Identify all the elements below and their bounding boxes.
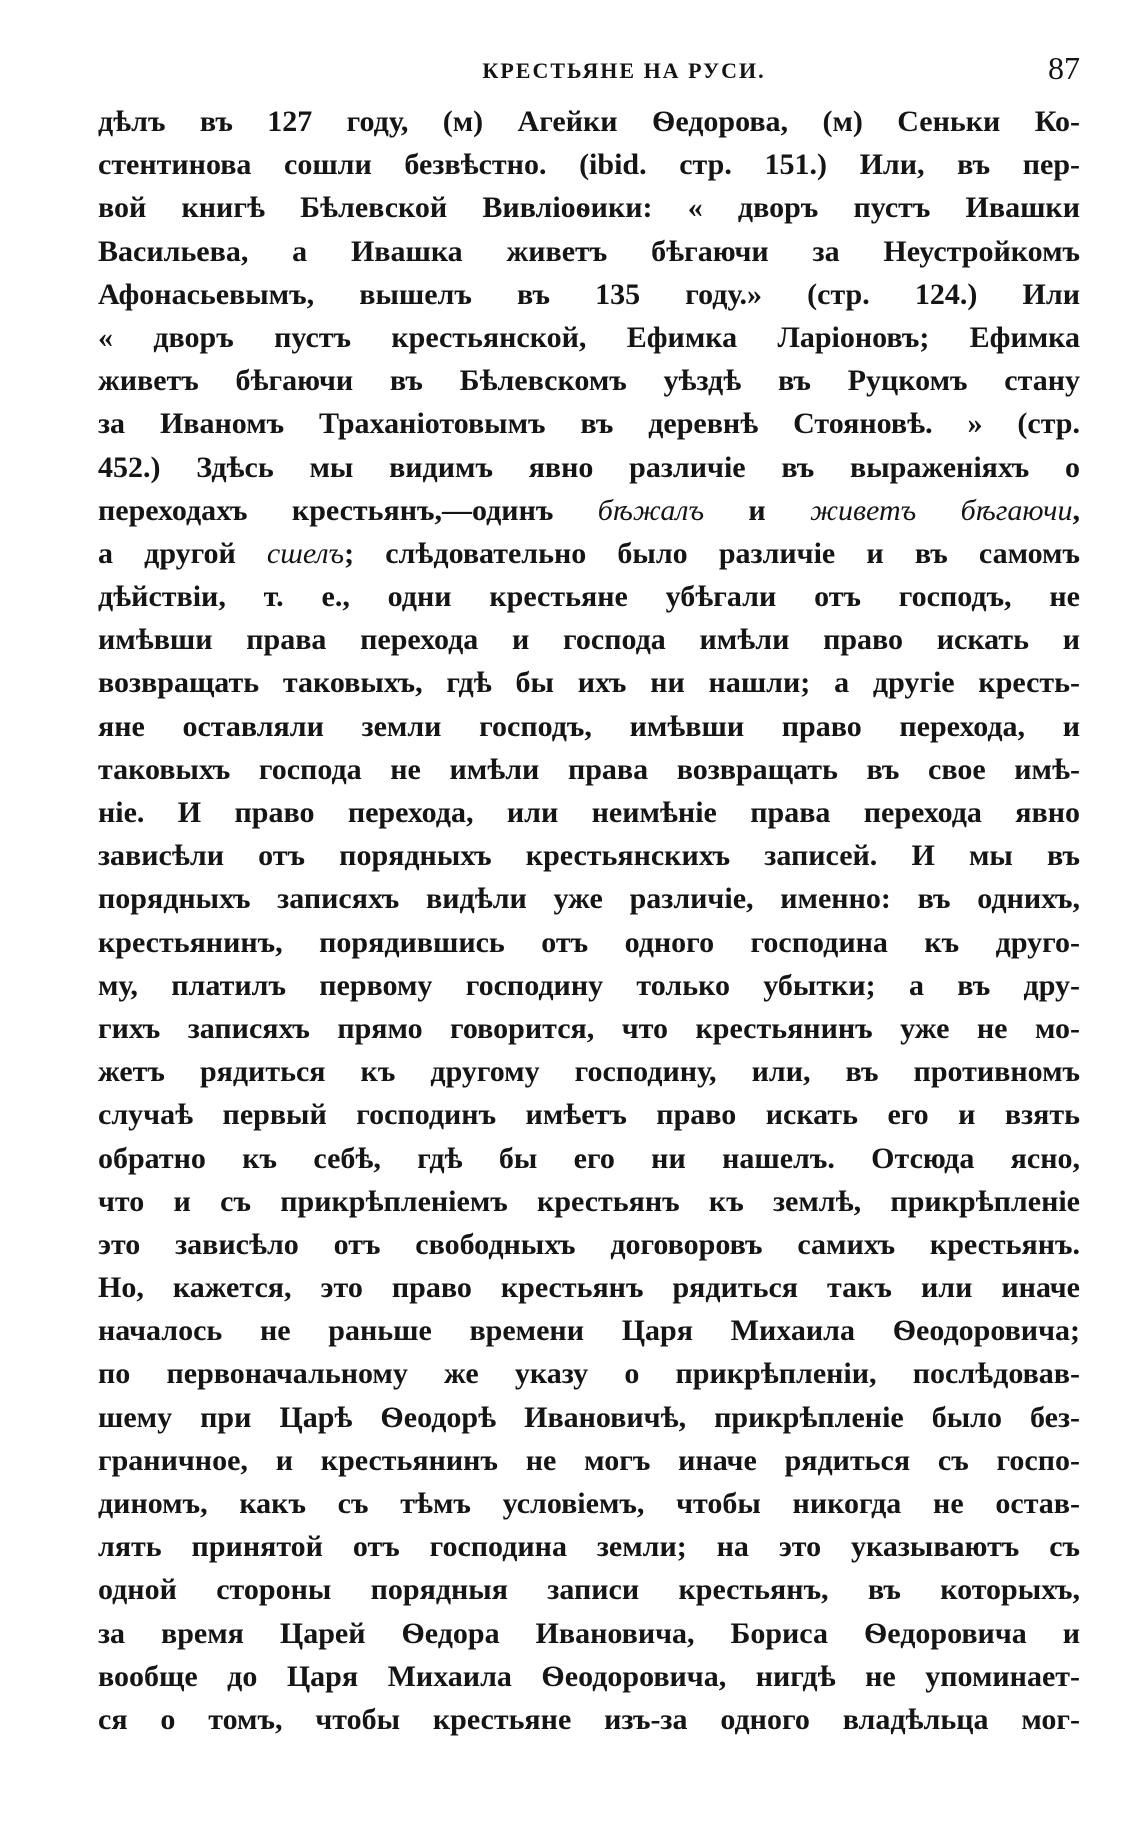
text-line: таковыхъ господа не имѣли права возвращать въ свое имѣ- — [98, 752, 1080, 786]
text-line: вообще до Царя Михаила Ѳеодоровича, нигдѣ не упоминает- — [98, 1659, 1080, 1693]
text-line: лять принятой отъ господина земли; на это указываютъ съ — [98, 1530, 1080, 1564]
text-line: граничное, и крестьянинъ не могъ иначе рядиться съ госпо- — [98, 1443, 1080, 1477]
text-line: крестьянинъ, порядившись отъ одного господина къ друго- — [98, 925, 1080, 959]
text-line: порядныхъ записяхъ видѣли уже различіе, именно: въ однихъ, — [98, 882, 1080, 916]
text-line: переходахъ крестьянъ,—одинъ бѣжалъ и живетъ бѣгаючи, — [98, 493, 1080, 527]
text-line: имѣвши права перехода и господа имѣли право искать и — [98, 623, 1080, 657]
text-line: стентинова сошли безвѣстно. (ibid. стр. 151.) Или, въ пер- — [98, 148, 1080, 182]
text-line: зависѣли отъ порядныхъ крестьянскихъ записей. И мы въ — [98, 839, 1080, 873]
text-line: жетъ рядиться къ другому господину, или, въ противномъ — [98, 1055, 1080, 1089]
text-line: одной стороны порядныя записи крестьянъ, въ которыхъ, — [98, 1573, 1080, 1607]
text-line: обратно къ себѣ, гдѣ бы его ни нашелъ. Отсюда ясно, — [98, 1141, 1080, 1175]
text-line: шему при Царѣ Ѳеодорѣ Ивановичѣ, прикрѣпленіе было без- — [98, 1400, 1080, 1434]
text-line: диномъ, какъ съ тѣмъ условіемъ, чтобы никогда не остав- — [98, 1487, 1080, 1520]
text-line: Васильева, а Ивашка живетъ бѣгаючи за Неустройкомъ — [98, 234, 1080, 268]
text-line: за Иваномъ Траханіотовымъ въ деревнѣ Стояновѣ. » (стр. — [98, 407, 1080, 441]
text-line: му, платилъ первому господину только убытки; а въ дру- — [98, 968, 1080, 1002]
text-line: возвращать таковыхъ, гдѣ бы ихъ ни нашли; а другіе кресть- — [98, 666, 1080, 700]
text-line: дѣлъ въ 127 году, (м) Агейки Ѳедорова, (м) Сеньки Ко- — [98, 105, 1080, 138]
text-line: вой книгѣ Бѣлевской Вивліоѳики: « дворъ пустъ Ивашки — [98, 191, 1080, 225]
text-line: ся о томъ, чтобы крестьяне изъ-за одного владѣльца мог- — [98, 1702, 1080, 1736]
text-line: живетъ бѣгаючи въ Бѣлевскомъ уѣздѣ въ Руцкомъ стану — [98, 364, 1080, 398]
text-line: началось не раньше времени Царя Михаила Ѳеодоровича; — [98, 1314, 1080, 1348]
text-line: 452.) Здѣсь мы видимъ явно различіе въ выраженіяхъ о — [98, 450, 1080, 484]
text-line: за время Царей Ѳедора Ивановича, Бориса Ѳедоровича и — [98, 1616, 1080, 1650]
text-line: дѣйствіи, т. е., одни крестьяне убѣгали отъ господъ, не — [98, 580, 1080, 614]
text-line: что и съ прикрѣпленіемъ крестьянъ къ землѣ, прикрѣпленіе — [98, 1184, 1080, 1218]
emphasis: бѣжалъ — [597, 493, 705, 527]
text-line: ніе. И право перехода, или неимѣніе права перехода явно — [98, 796, 1080, 829]
page-header — [98, 50, 1080, 94]
text-line: « дворъ пустъ крестьянской, Ефимка Ларіоновъ; Ефимка — [98, 320, 1080, 354]
body-text — [98, 100, 1080, 1741]
text-line: а другой сшелъ; слѣдовательно было различіе и въ самомъ — [98, 536, 1080, 570]
text-line: гихъ записяхъ прямо говорится, что крестьянинъ уже не мо- — [98, 1011, 1080, 1045]
text-line: это зависѣло отъ свободныхъ договоровъ самихъ крестьянъ. — [98, 1227, 1080, 1261]
text-line: яне оставляли земли господъ, имѣвши право перехода, и — [98, 709, 1080, 743]
text-line: по первоначальному же указу о прикрѣпленіи, послѣдовав- — [98, 1357, 1080, 1391]
text-line: Но, кажется, это право крестьянъ рядиться такъ или иначе — [98, 1271, 1080, 1305]
text-line: Афонасьевымъ, вышелъ въ 135 году.» (стр. 124.) Или — [98, 277, 1080, 311]
text-line: случаѣ первый господинъ имѣетъ право искать его и взять — [98, 1098, 1080, 1132]
running-head: КРЕСТЬЯНЕ НА РУСИ. — [482, 58, 766, 83]
emphasis: сшелъ — [266, 536, 345, 570]
page-number: 87 — [1048, 50, 1080, 86]
emphasis: живетъ бѣгаючи — [810, 493, 1073, 527]
